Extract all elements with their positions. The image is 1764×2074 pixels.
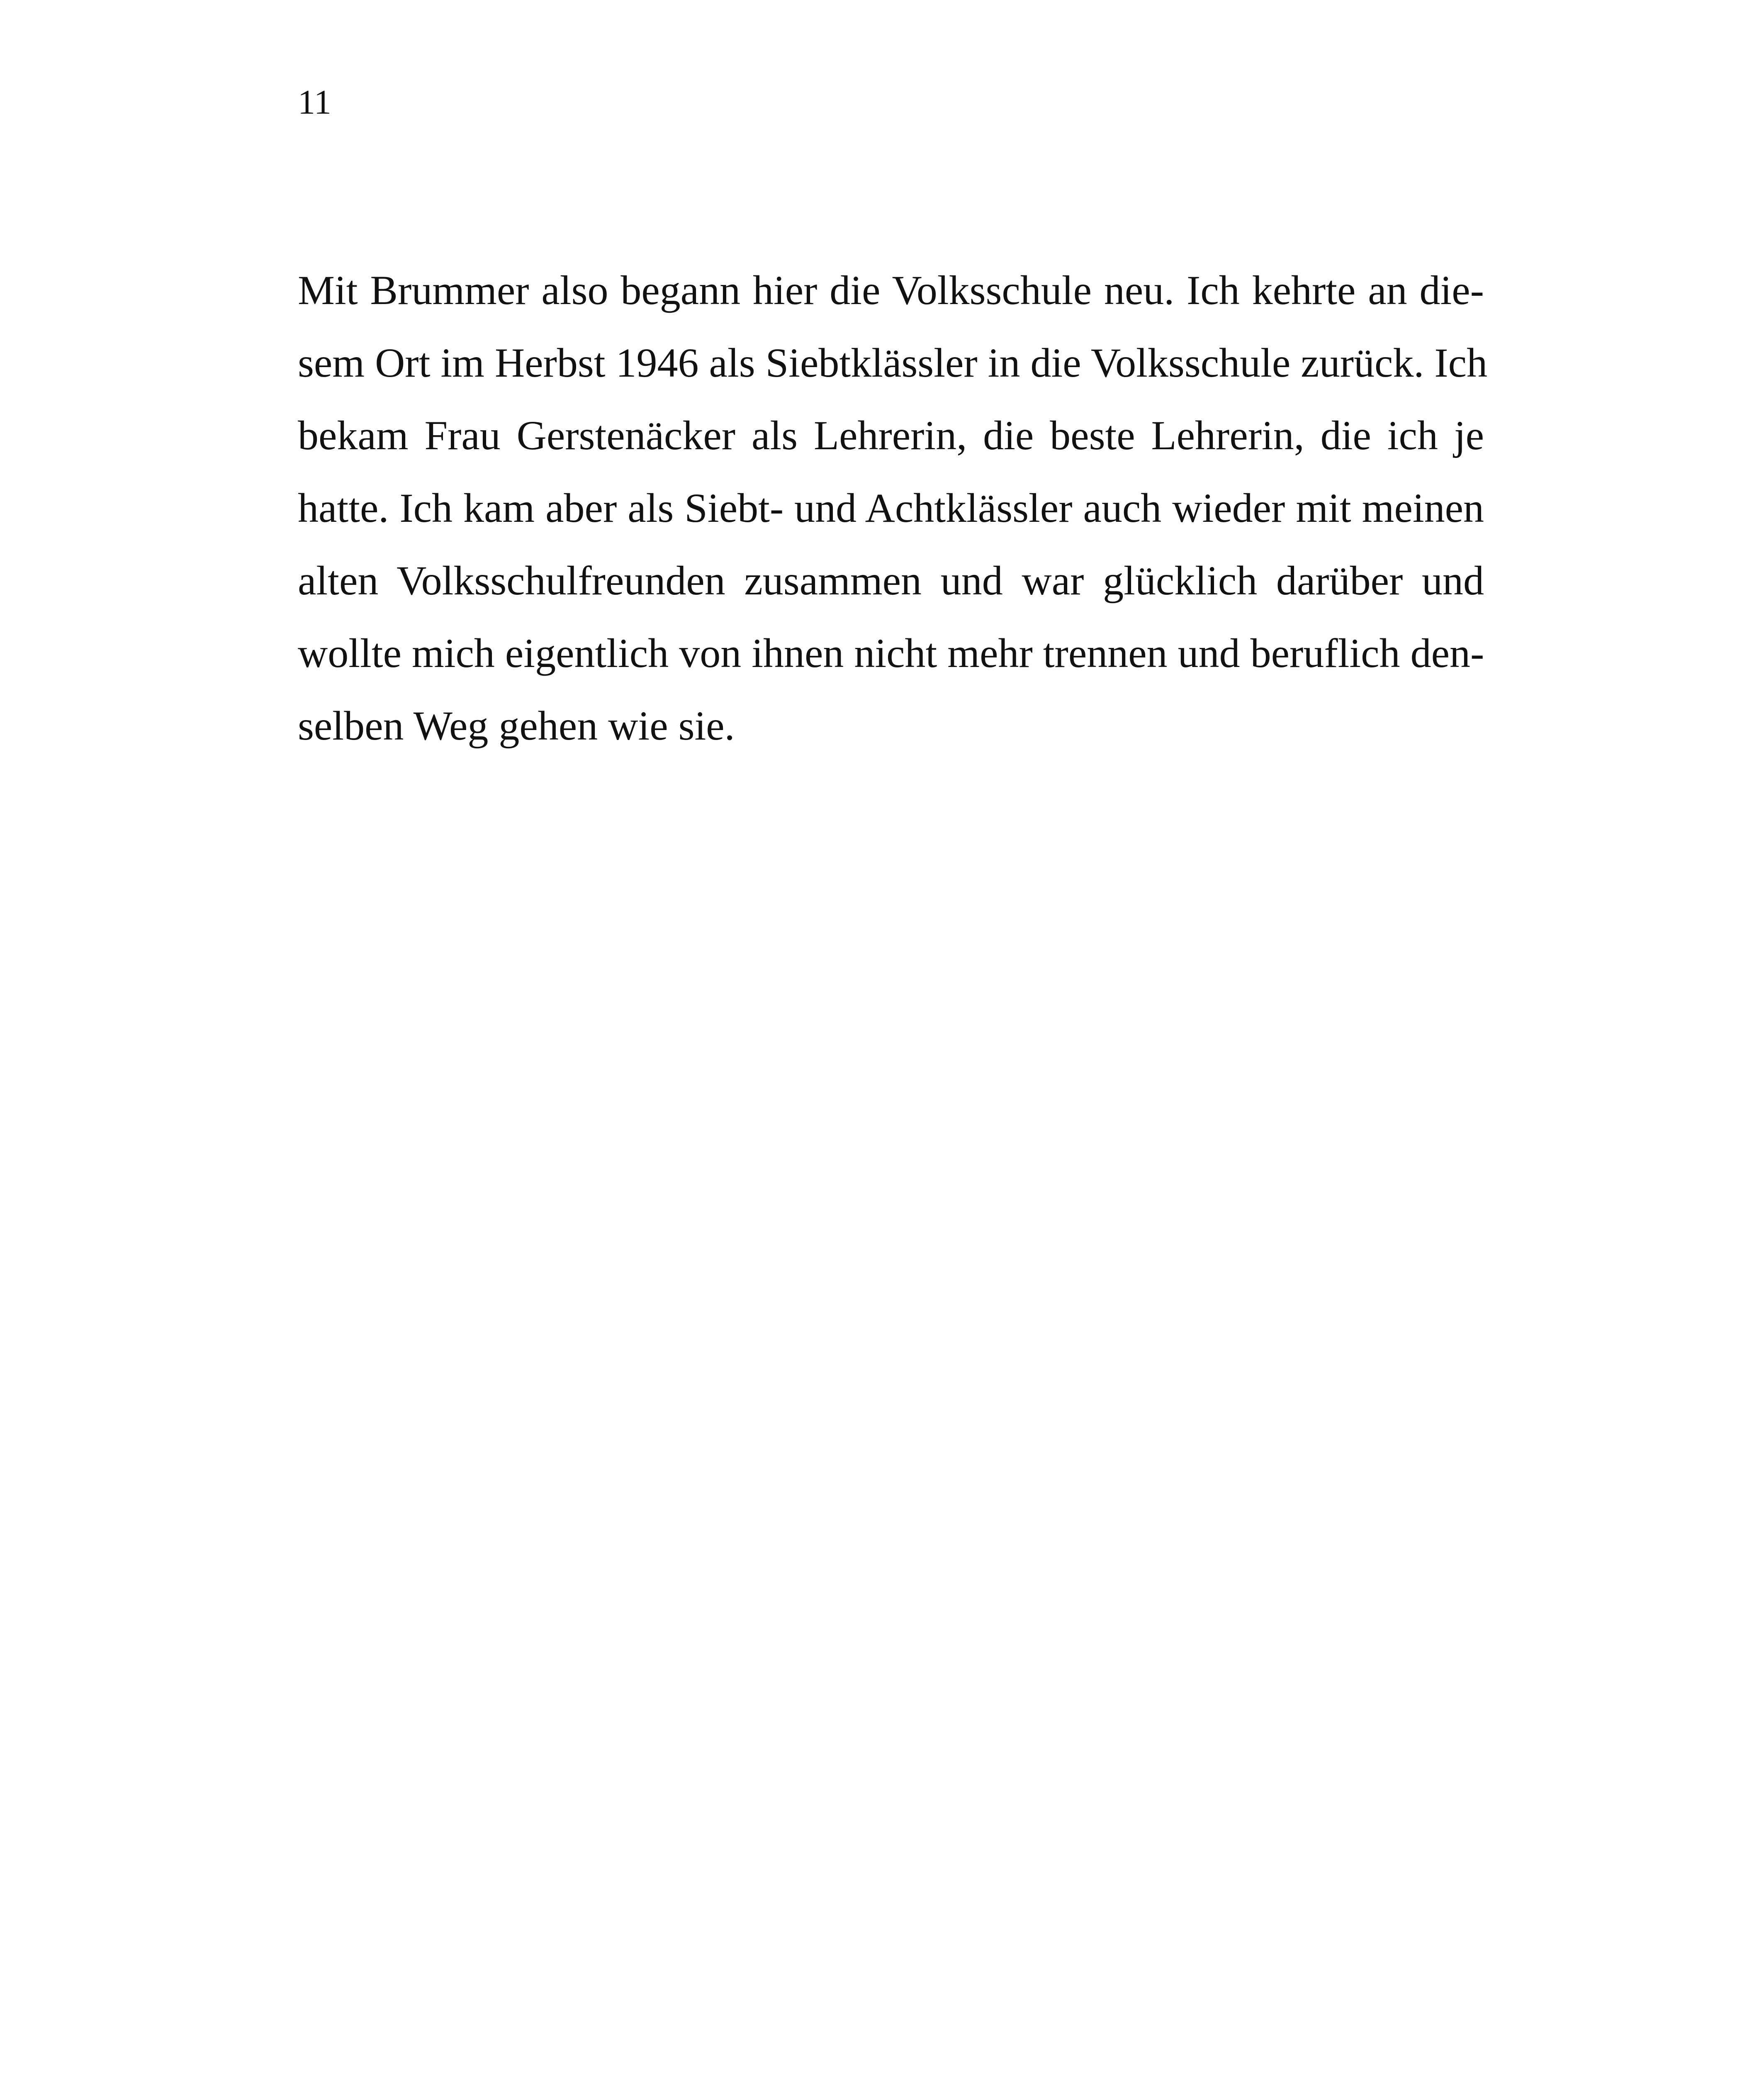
- page-number: 11: [298, 83, 331, 122]
- paragraph-line: sem Ort im Herbst 1946 als Siebtklässler in die Volksschule zurück. Ich: [298, 340, 1488, 386]
- paragraph-line: wollte mich eigentlich von ihnen nicht mehr trennen und beruflich den-: [298, 630, 1484, 676]
- paragraph-line: hatte. Ich kam aber als Siebt- und Achtklässler auch wieder mit meinen: [298, 485, 1484, 531]
- paragraph-line: bekam Frau Gerstenäcker als Lehrerin, die beste Lehrerin, die ich je: [298, 412, 1484, 458]
- paragraph-line: selben Weg gehen wie sie.: [298, 703, 735, 749]
- paragraph-line: alten Volksschulfreunden zusammen und war glücklich darüber und: [298, 557, 1484, 604]
- paragraph-line: Mit Brummer also begann hier die Volksschule neu. Ich kehrte an die-: [298, 267, 1484, 313]
- body-paragraph: [298, 254, 1488, 762]
